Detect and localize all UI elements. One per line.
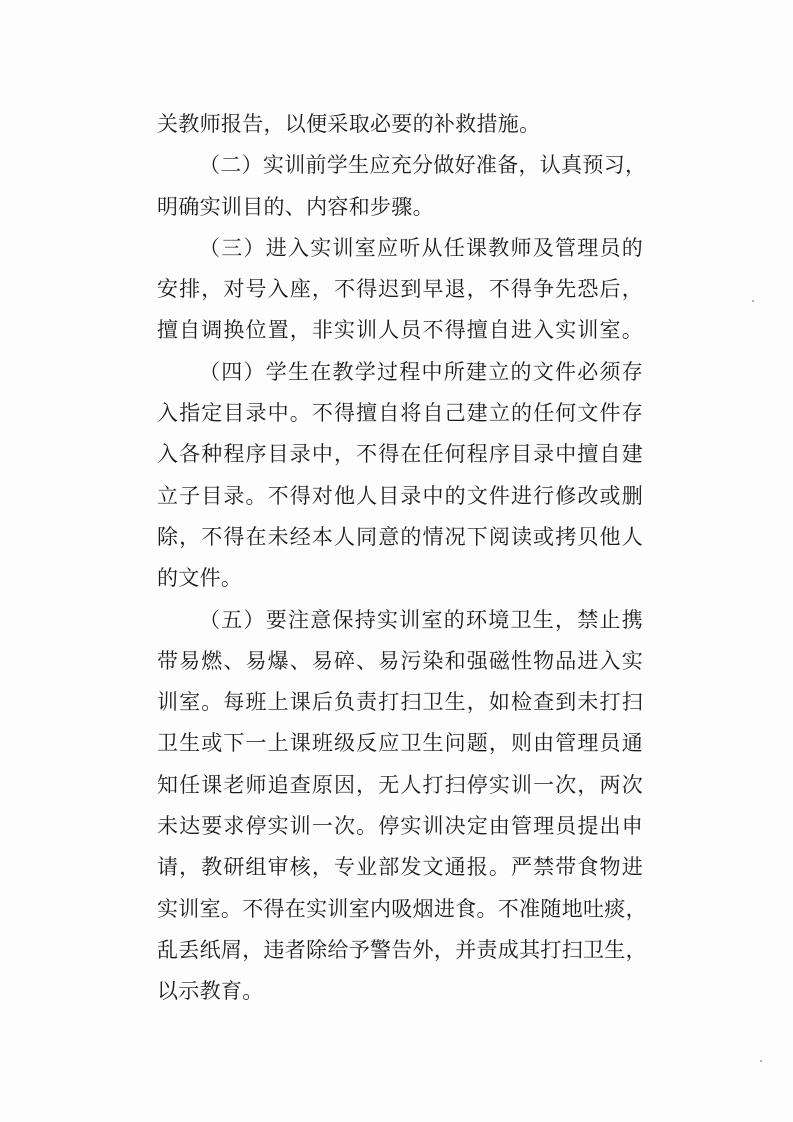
- text-line: 以示教育。: [157, 979, 264, 1004]
- text-line: 乱丢纸屑，违者除给予警告外，并责成其打扫卫生，: [157, 937, 647, 962]
- text-line: 卫生或下一上课班级反应卫生问题，则由管理员通: [157, 731, 643, 756]
- text-line: 除，不得在未经本人同意的情况下阅读或拷贝他人: [157, 524, 643, 549]
- text-line: 未达要求停实训一次。停实训决定由管理员提出申: [157, 814, 643, 839]
- text-line: 请，教研组审核，专业部发文通报。严禁带食物进: [157, 855, 643, 880]
- text-line: 训室。每班上课后负责打扫卫生，如检查到未打扫: [157, 690, 643, 715]
- text-line: 的文件。: [157, 566, 243, 591]
- text-line: 明确实训目的、内容和步骤。: [157, 194, 434, 219]
- scan-speck: [752, 300, 754, 302]
- text-line: 实训室。不得在实训室内吸烟进食。不准随地吐痰，: [157, 896, 647, 921]
- text-line: 入各种程序目录中，不得在任何程序目录中擅自建: [157, 442, 643, 467]
- paragraph-2-line-1: （二）实训前学生应充分做好准备，认真预习，: [199, 153, 647, 178]
- text-line: 知任课老师追查原因，无人打扫停实训一次，两次: [157, 772, 643, 797]
- paragraph-3-line-1: （三）进入实训室应听从任课教师及管理员的: [199, 235, 643, 260]
- scan-speck: [760, 1060, 762, 1062]
- paragraph-4-line-1: （四）学生在教学过程中所建立的文件必须存: [199, 359, 643, 384]
- document-body: [157, 104, 647, 1013]
- text-line: 入指定目录中。不得擅自将自己建立的任何文件存: [157, 401, 643, 426]
- text-line: 安排，对号入座，不得迟到早退，不得争先恐后，: [157, 277, 643, 302]
- text-line: 立子目录。不得对他人目录中的文件进行修改或删: [157, 483, 643, 508]
- paragraph-5-line-1: （五）要注意保持实训室的环境卫生，禁止携: [199, 607, 643, 632]
- text-line: 带易燃、易爆、易碎、易污染和强磁性物品进入实: [157, 648, 643, 673]
- text-line: 擅自调换位置，非实训人员不得擅自进入实训室。: [157, 318, 643, 343]
- text-line: 关教师报告，以便采取必要的补救措施。: [157, 112, 541, 136]
